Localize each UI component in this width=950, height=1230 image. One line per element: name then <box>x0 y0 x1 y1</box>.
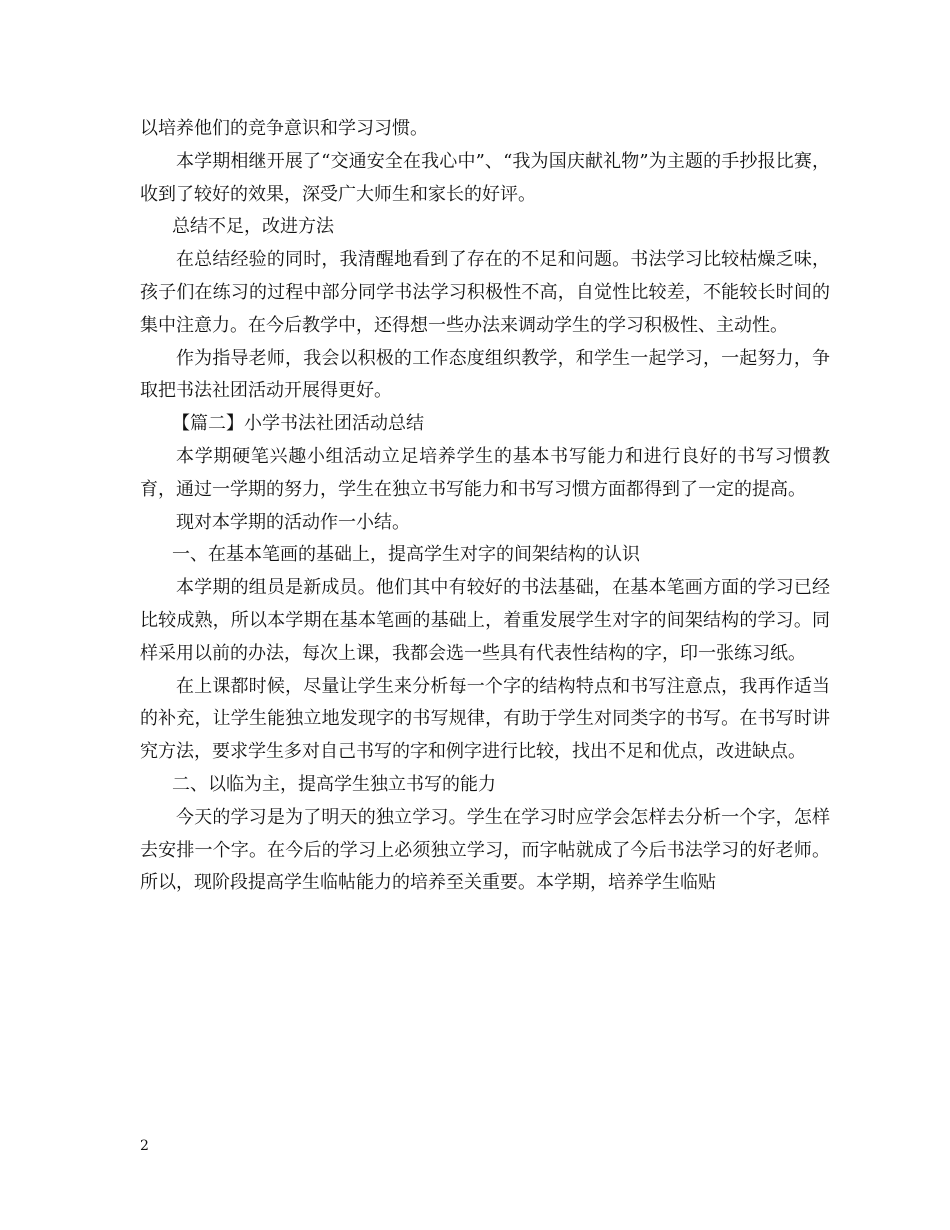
section-heading-one: 一、在基本笔画的基础上，提高学生对字的间架结构的认识 <box>172 544 640 566</box>
document-body <box>140 113 830 900</box>
paragraph-2: 本学期相继开展了“交通安全在我心中”、“我为国庆献礼物”为主题的手抄报比赛，收到了较好的效果，深受广大师生和家长的好评。 <box>140 150 830 205</box>
paragraph-3: 在总结经验的同时，我清醒地看到了存在的不足和问题。书法学习比较枯燥乏味，孩子们在练习的过程中部分同学书法学习积极性不高，自觉性比较差，不能较长时间的集中注意力。在今后教学中，还得想一些办法来调动学生的学习积极性、主动性。 <box>140 249 830 336</box>
paragraph-7: 本学期的组员是新成员。他们其中有较好的书法基础，在基本笔画方面的学习已经比较成熟，所以本学期在基本笔画的基础上，着重发展学生对字的间架结构的学习。同样采用以前的办法，每次上课，我都会选一些具有代表性结构的字，印一张练习纸。 <box>140 577 830 664</box>
page-number: 2 <box>140 1138 149 1154</box>
section-heading-summary: 总结不足，改进方法 <box>172 216 334 238</box>
paragraph-1: 以培养他们的竞争意识和学习习惯。 <box>140 118 428 139</box>
paragraph-9: 今天的学习是为了明天的独立学习。学生在学习时应学会怎样去分析一个字，怎样去安排一个字。在今后的学习上必须独立学习，而字帖就成了今后书法学习的好老师。所以，现阶段提高学生临帖能力的培养至关重要。本学期，培养学生临贴 <box>140 806 830 894</box>
section-heading-part-two: 【篇二】小学书法社团活动总结 <box>172 413 424 435</box>
paragraph-5: 本学期硬笔兴趣小组活动立足培养学生的基本书写能力和进行良好的书写习惯教育，通过一学期的努力，学生在独立书写能力和书写习惯方面都得到了一定的提高。 <box>140 445 830 500</box>
section-heading-two: 二、以临为主，提高学生独立书写的能力 <box>172 773 496 795</box>
paragraph-4: 作为指导老师，我会以积极的工作态度组织教学，和学生一起学习，一起努力，争取把书法社团活动开展得更好。 <box>140 347 830 402</box>
paragraph-6: 现对本学期的活动作一小结。 <box>176 511 410 533</box>
paragraph-8: 在上课都时候，尽量让学生来分析每一个字的结构特点和书写注意点，我再作适当的补充，让学生能独立地发现字的书写规律，有助于学生对同类字的书写。在书写时讲究方法，要求学生多对自己书写的字和例字进行比较，找出不足和优点，改进缺点。 <box>140 675 830 763</box>
